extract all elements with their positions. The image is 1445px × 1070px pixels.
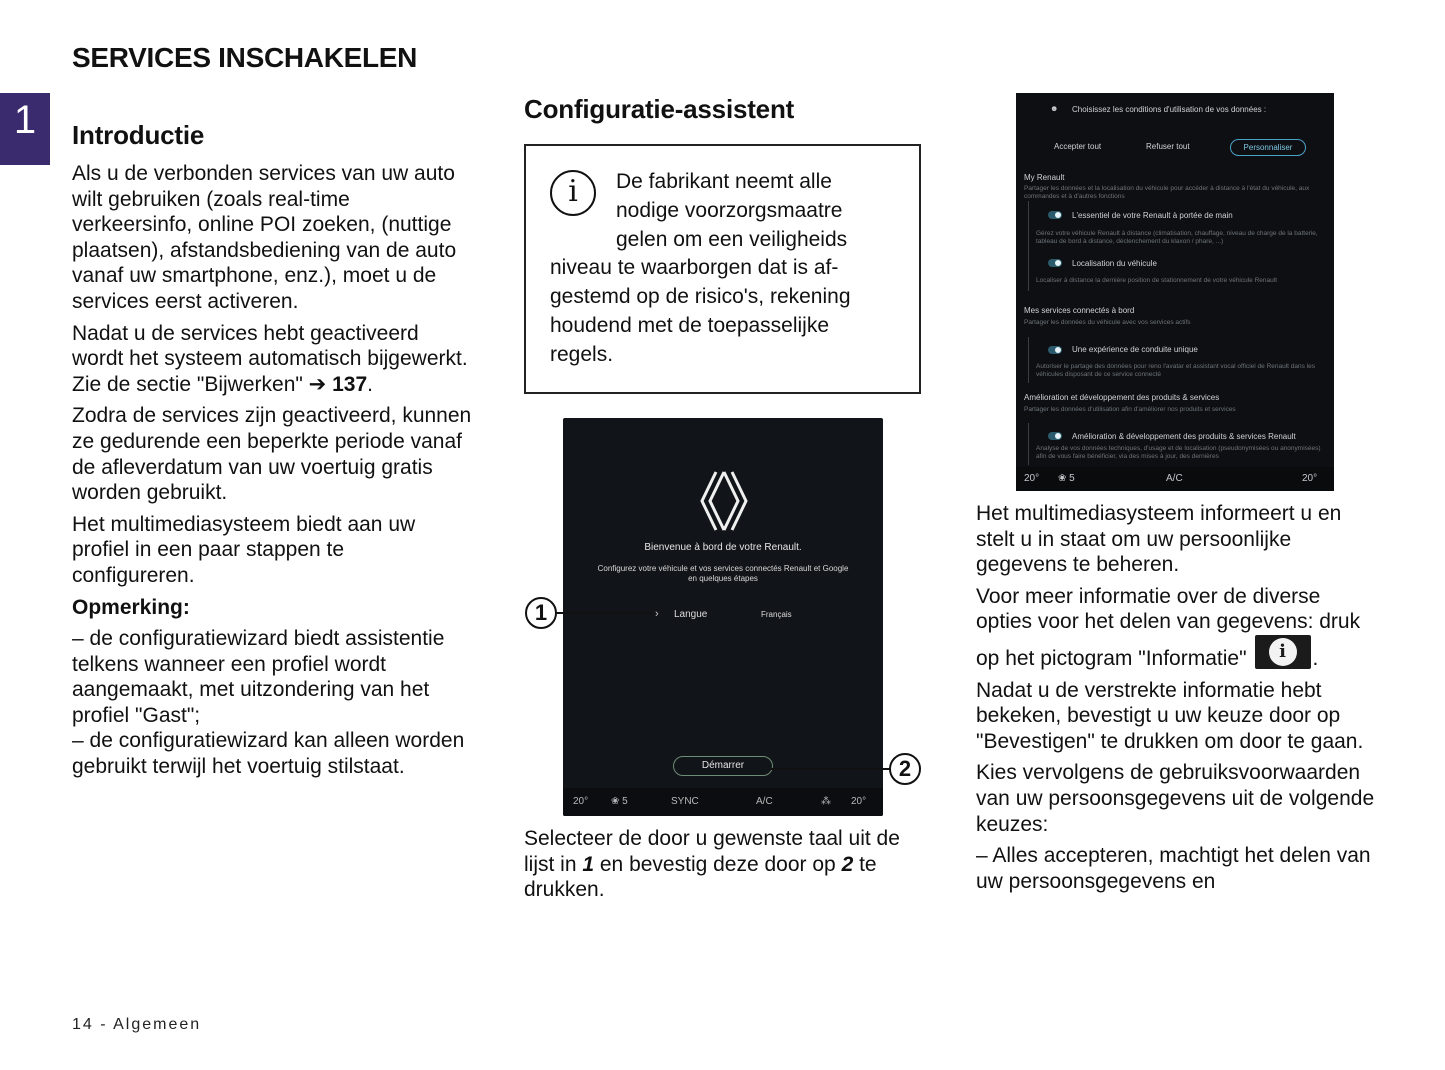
refuse-all-button[interactable]: Refuser tout <box>1146 142 1190 151</box>
right-temp[interactable]: 20° <box>851 796 867 807</box>
right-temp[interactable]: 20° <box>1302 473 1318 484</box>
caption-text-b: en bevestig deze door op <box>594 852 842 876</box>
caption-ref-2: 2 <box>841 852 854 876</box>
intro-paragraph-3: Zodra de services zijn geactiveerd, kunnen ze gedurende een beperkte periode vanaf de afleverdatum van uw voertuig gratis worden gebruikt. <box>72 404 472 505</box>
toggle-switch[interactable] <box>1048 346 1062 354</box>
period: . <box>1312 646 1319 670</box>
climate-bar <box>563 788 883 816</box>
fan-speed[interactable]: ❀ 5 <box>611 796 628 807</box>
page-title: SERVICES INSCHAKELEN <box>72 42 418 73</box>
option-location-desc: Localiser à distance la dernière position de stationnement de votre véhicule Renault <box>1036 277 1278 284</box>
info-box <box>524 144 921 394</box>
data-paragraph-1: Het multimediasysteem informeert u en stelt u in staat om uw persoonlijke gegevens te beheren. <box>976 502 1342 577</box>
data-paragraph-2 <box>976 584 1376 672</box>
section-connected-services: Mes services connectés à bord <box>1024 306 1135 315</box>
page-reference: ➔ 137 <box>308 372 368 396</box>
chapter-tab: 1 <box>0 93 50 165</box>
intro-paragraph-4: Het multimediasysteem biedt aan uw profiel in een paar stappen te configureren. <box>72 512 416 587</box>
intro-column <box>72 118 472 780</box>
info-glyph: i <box>1269 638 1297 666</box>
intro-heading: Introductie <box>72 120 205 150</box>
start-button[interactable]: Démarrer <box>673 756 773 776</box>
caption-text-c: te drukken. <box>524 852 877 902</box>
info-line-1: De fabrikant neemt alle <box>616 170 832 193</box>
left-temp[interactable]: 20° <box>1024 473 1040 484</box>
caption-text-a: Selecteer de door u gewenste taal uit de lijst in <box>524 827 900 876</box>
user-icon: ☻ <box>1050 104 1059 113</box>
language-value: Français <box>761 610 792 619</box>
divider <box>1028 201 1029 291</box>
config-heading: Configuratie-assistent <box>524 94 795 124</box>
callout-2: 2 <box>889 753 921 785</box>
left-temp[interactable]: 20° <box>573 796 589 807</box>
section-improvement: Amélioration et développement des produits & services <box>1024 393 1220 402</box>
fan-speed[interactable]: ❀ 5 <box>1058 473 1075 484</box>
section-my-renault-desc: Partager les données et la localisation du véhicule pour accéder à distance à l'état du véhicule, aux commandes et à d'autres fonctions <box>1024 185 1310 200</box>
info-instruction: Voor meer informatie over de diverse opties voor het delen van gegevens: druk op het pictogram "Informatie" <box>976 584 1361 670</box>
option-improvement-desc: Analyse de vos données techniques, d'usage et de localisation (pseudonymisées ou anonymisées) afin de vous faire bénéficier, via des mises à jour, des dernières <box>1036 445 1321 460</box>
note-title: Opmerking: <box>72 595 190 619</box>
note-item-2: – de configuratiewizard kan alleen worden gebruikt terwijl het voertuig stilstaat. <box>72 729 465 779</box>
page-footer: 14 - Algemeen <box>72 1016 202 1033</box>
option-driving-experience-desc: Autoriser le partage des données pour reno l'avatar et assistant vocal officiel de Renault dans les véhicules disposant de ce service connecté <box>1036 363 1315 378</box>
option-location: Localisation du véhicule <box>1072 259 1157 268</box>
update-text: Nadat u de services hebt geactiveerd wordt het systeem automatisch bijgewerkt. Zie de sectie "Bijwerken" <box>72 321 468 396</box>
info-chip-icon <box>1255 635 1311 669</box>
divider <box>1028 423 1029 465</box>
welcome-text: Bienvenue à bord de votre Renault. <box>644 542 802 553</box>
intro-paragraph-1: Als u de verbonden services van uw auto wilt gebruiken (zoals real-time verkeersinfo, online POI zoeken, (nuttige plaatsen), afstandsbediening van de auto vanaf uw smartphone, enz.), moet u de services eerst activeren. <box>72 162 457 313</box>
toggle-switch[interactable] <box>1048 432 1062 440</box>
info-icon: i <box>550 170 596 216</box>
option-essentials: L'essentiel de votre Renault à portée de main <box>1072 211 1233 220</box>
callout-line-2 <box>770 768 892 770</box>
config-text: Configurez votre véhicule et vos services connectés Renault et Google en quelques étapes <box>597 564 849 583</box>
climate-bar <box>1016 467 1334 491</box>
privacy-screenshot <box>1016 93 1334 491</box>
section-improvement-desc: Partager les données d'utilisation afin d'améliorer nos produits et services <box>1024 406 1236 413</box>
toggle-switch[interactable] <box>1048 211 1062 219</box>
info-line-3: gelen om een veiligheids <box>616 227 848 251</box>
language-option[interactable]: Langue <box>674 609 708 620</box>
intro-paragraph-2 <box>72 321 472 398</box>
toggle-switch[interactable] <box>1048 259 1062 267</box>
option-driving-experience: Une expérience de conduite unique <box>1072 345 1198 354</box>
accept-all-button[interactable]: Accepter tout <box>1054 142 1102 151</box>
airflow-icon[interactable]: ⁂ <box>821 796 831 807</box>
customize-button[interactable]: Personnaliser <box>1230 139 1306 156</box>
option-improvement: Amélioration & développement des produits & services Renault <box>1072 432 1296 441</box>
divider <box>1028 337 1029 383</box>
info-line-2: nodige voorzorgsmaatre <box>616 198 843 222</box>
privacy-header: Choisissez les conditions d'utilisation de vos données : <box>1072 105 1267 114</box>
data-paragraph-5: – Alles accepteren, machtigt het delen van uw persoonsgegevens en <box>976 844 1371 893</box>
option-essentials-desc: Gérez votre véhicule Renault à distance (climatisation, chauffage, niveau de charge de la batterie, tableau de bord à distance, déclenchement du klaxon / phare, ...) <box>1036 230 1318 245</box>
period: . <box>367 372 373 396</box>
info-rest: niveau te waarborgen dat is afgestemd op de risico's, rekening houdend met de toepasselijke regels. <box>550 256 851 366</box>
ac-button[interactable]: A/C <box>1166 473 1183 484</box>
welcome-screenshot <box>563 418 883 816</box>
callout-1: 1 <box>525 597 557 629</box>
renault-logo-icon <box>699 470 749 532</box>
ac-button[interactable]: A/C <box>756 796 773 807</box>
caption-ref-1: 1 <box>582 852 595 876</box>
data-paragraph-4: Kies vervolgens de gebruiksvoorwaarden van uw persoonsgegevens uit de volgende keuzes: <box>976 761 1375 836</box>
section-my-renault: My Renault <box>1024 173 1065 182</box>
section-connected-services-desc: Partager les données du véhicule avec vos services actifs <box>1024 319 1191 326</box>
data-paragraph-3: Nadat u de verstrekte informatie hebt bekeken, bevestigt u uw keuze door op "Bevestigen" te drukken om door te gaan. <box>976 678 1364 753</box>
data-column <box>976 501 1376 900</box>
config-column <box>524 92 924 394</box>
note-item-1: – de configuratiewizard biedt assistentie telkens wanneer een profiel wordt aangemaakt, met uitzondering van het profiel "Gast"; <box>72 627 445 727</box>
sync-button[interactable]: SYNC <box>671 796 699 807</box>
screenshot-caption <box>524 826 924 903</box>
chevron-right-icon: › <box>655 608 659 620</box>
callout-line-1 <box>556 612 652 614</box>
